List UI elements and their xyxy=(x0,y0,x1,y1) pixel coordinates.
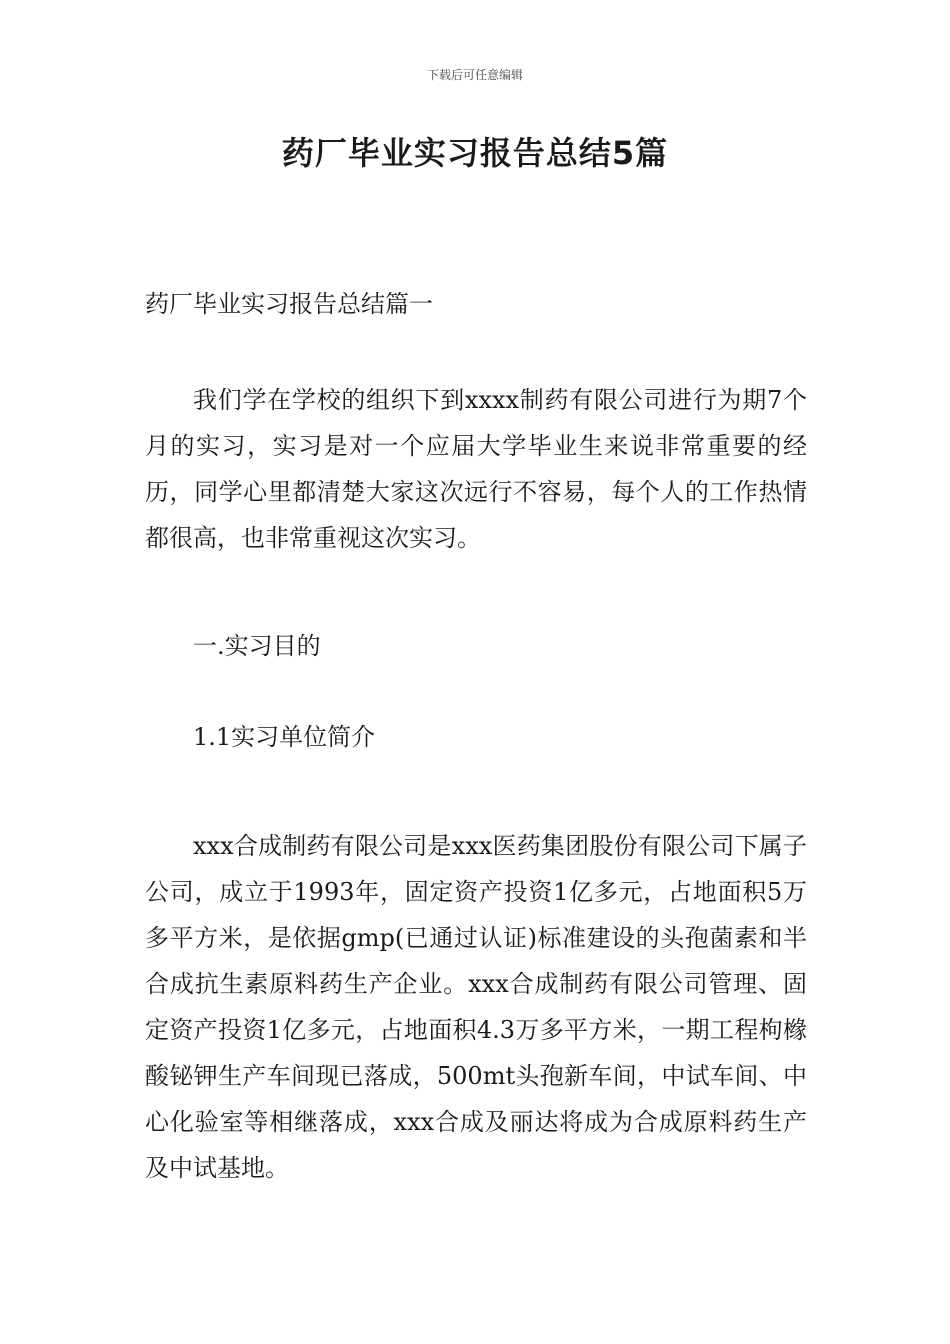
outline-heading-1-1: 1.1实习单位简介 xyxy=(193,723,376,751)
header-note: 下载后可任意编辑 xyxy=(426,68,523,82)
document-title: 药厂毕业实习报告总结5篇 xyxy=(281,134,669,172)
section-heading: 药厂毕业实习报告总结篇一 xyxy=(145,290,433,318)
intro-paragraph: 我们学在学校的组织下到xxxx制药有限公司进行为期7个月的实习，实习是对一个应届大学毕业生来说非常重要的经历，同学心里都清楚大家这次远行不容易，每个人的工作热情都很高，也非常重视这次实习。 xyxy=(145,386,807,552)
company-intro-paragraph: xxx合成制药有限公司是xxx医药集团股份有限公司下属子公司，成立于1993年，固定资产投资1亿多元，占地面积5万多平方米，是依据gmp(已通过认证)标准建设的头孢菌素和半合成抗生素原料药生产企业。xxx合成制药有限公司管理、固定资产投资1亿多元，占地面积4.3万多平方米，一期工程枸橼酸铋钾生产车间现已落成，500mt头孢新车间，中试车间、中心化验室等相继落成，xxx合成及丽达将成为合成原料药生产及中试基地。 xyxy=(145,832,807,1182)
outline-heading-1: 一.实习目的 xyxy=(193,632,321,660)
